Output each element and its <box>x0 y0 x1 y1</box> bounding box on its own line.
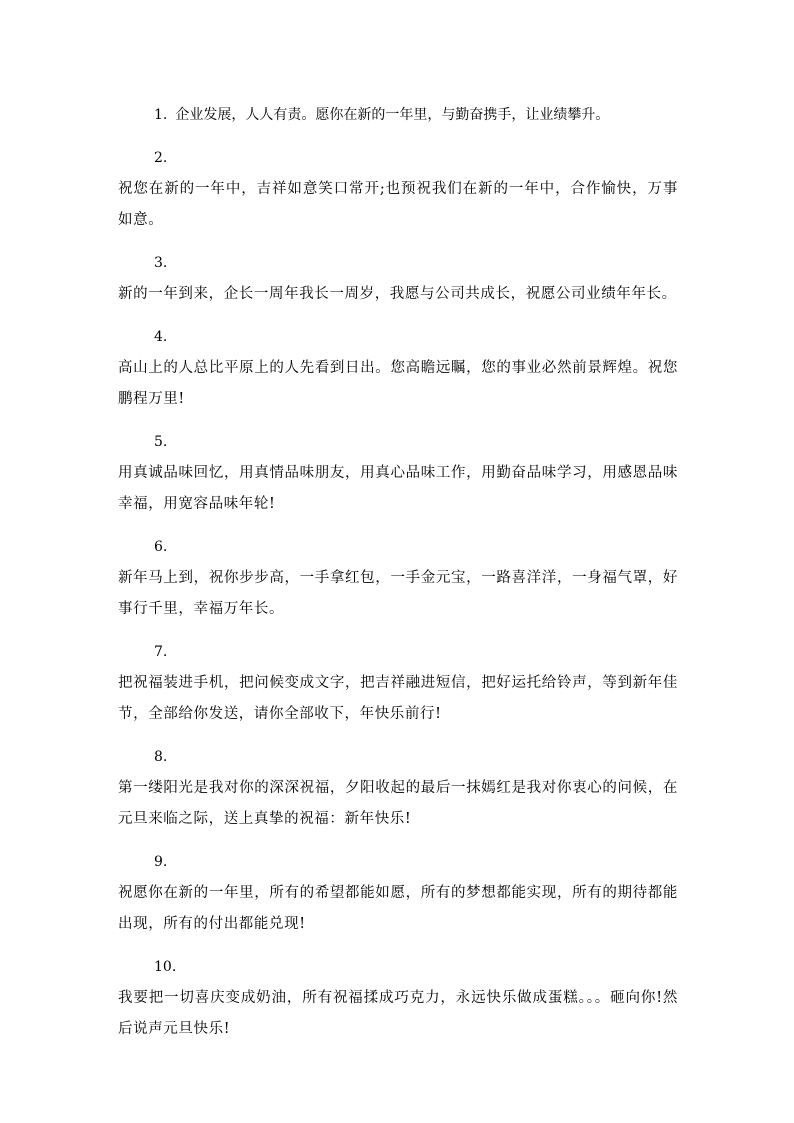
list-item <box>118 532 678 625</box>
list-item-text: 用真诚品味回忆，用真情品味朋友，用真心品味工作，用勤奋品味学习，用感恩品味幸福，用宽容品味年轮! <box>118 465 678 512</box>
list-item <box>118 100 678 131</box>
list-item-number: 2. <box>154 150 168 166</box>
list-item <box>118 427 678 520</box>
list-item-text: 企业发展，人人有责。愿你在新的一年里，与勤奋携手，让业绩攀升。 <box>175 107 610 123</box>
list-item <box>118 952 678 1045</box>
list-item-number: 7. <box>154 644 168 660</box>
list-item-number: 4. <box>154 329 168 345</box>
list-item <box>118 637 678 730</box>
list-item-text: 第一缕阳光是我对你的深深祝福，夕阳收起的最后一抹嫣红是我对你衷心的问候，在元旦来临之际，送上真挚的祝福：新年快乐! <box>118 780 678 827</box>
list-item-text: 祝您在新的一年中，吉祥如意笑口常开;也预祝我们在新的一年中，合作愉快，万事如意。 <box>118 181 678 228</box>
list-item-number: 3. <box>154 255 168 271</box>
list-item-text: 新的一年到来，企长一周年我长一周岁，我愿与公司共成长，祝愿公司业绩年年长。 <box>118 286 677 302</box>
list-item-text: 我要把一切喜庆变成奶油，所有祝福揉成巧克力，永远快乐做成蛋糕。。。砸向你!然后说声元旦快乐! <box>118 990 678 1037</box>
list-item <box>118 248 678 310</box>
list-item-line <box>118 100 678 131</box>
list-item-number: 6. <box>154 539 168 555</box>
list-item <box>118 322 678 415</box>
list-item-number: 5. <box>154 434 168 450</box>
list-item-number: 10. <box>154 959 177 975</box>
list-item-number: 1. <box>154 107 168 123</box>
list-item <box>118 742 678 835</box>
list-item <box>118 847 678 940</box>
list-item-text: 新年马上到，祝你步步高，一手拿红包，一手金元宝，一路喜洋洋，一身福气罩，好事行千里，幸福万年长。 <box>118 570 678 617</box>
list-item-number: 9. <box>154 854 168 870</box>
document-body <box>118 100 678 1057</box>
list-item <box>118 143 678 236</box>
list-item-number: 8. <box>154 749 168 765</box>
list-item-text: 把祝福装进手机，把问候变成文字，把吉祥融进短信，把好运托给铃声，等到新年佳节，全部给你发送，请你全部收下，年快乐前行! <box>118 675 678 722</box>
list-item-text: 祝愿你在新的一年里，所有的希望都能如愿，所有的梦想都能实现，所有的期待都能出现，所有的付出都能兑现! <box>118 885 678 932</box>
list-item-text: 高山上的人总比平原上的人先看到日出。您高瞻远瞩，您的事业必然前景辉煌。祝您鹏程万里! <box>118 360 678 407</box>
